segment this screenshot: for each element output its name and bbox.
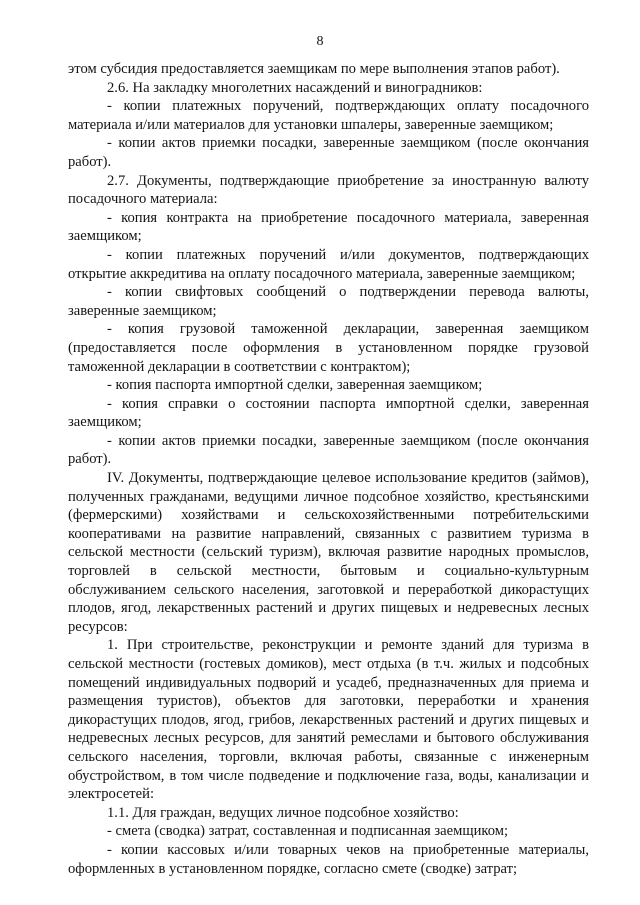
paragraph: - копии свифтовых сообщений о подтверждении перевода валюты, заверенные заемщиком; xyxy=(68,284,589,319)
paragraph: - копия грузовой таможенной декларации, заверенная заемщиком (предоставляется после оформления в установленном порядке грузовой таможенной декларации в соответствии с контрактом); xyxy=(68,321,589,375)
paragraph: - копия контракта на приобретение посадочного материала, заверенная заемщиком; xyxy=(68,209,589,245)
paragraph: - копии кассовых и/или товарных чеков на приобретенные материалы, оформленных в установленном порядке, согласно смете (сводке) затрат; xyxy=(68,841,589,877)
paragraph: IV. Документы, подтверждающие целевое использование кредитов (займов), полученных гражданами, ведущими личное подсобное хозяйство, крестьянскими (фермерскими) хозяйствами и сельскохозяйственными потребительскими кооперативами на развитие направлений, связанных с развитием туризма в сельской местности (сельский туризм), включая развитие народных промыслов, торговлей в сельской местности, бытовым и социально-культурным обслуживанием сельского населения, заготовкой и переработкой дикорастущих плодов, ягод, лекарственных растений и других пищевых и недревесных лесных ресурсов: xyxy=(68,470,589,635)
paragraph: - копии платежных поручений и/или документов, подтверждающих открытие аккредитива на оплату посадочного материала, заверенные заемщиком; xyxy=(68,246,589,282)
paragraph: - копии актов приемки посадки, заверенные заемщиком (после окончания работ). xyxy=(68,135,589,170)
paragraph: 1. При строительстве, реконструкции и ремонте зданий для туризма в сельской местности (гостевых домиков), мест отдыха (в т.ч. жилых и подсобных помещений индивидуальных подворий и усадеб, предназначенных для приема и размещения туристов), объектов для заготовки, переработки и хранения дикорастущих плодов, ягод, грибов, лекарственных растений и других пищевых и недревесных лесных ресурсов, для занятий ремеслами и бытового обслуживания сельского населения, торговли, включая работы, связанные с инженерным обустройством, в том числе подведение и подключение газа, воды, канализации и электросетей: xyxy=(68,637,589,803)
paragraph: - копия паспорта импортной сделки, заверенная заемщиком; xyxy=(107,377,483,394)
page-number: 8 xyxy=(316,34,324,49)
paragraph: 2.6. На закладку многолетних насаждений и виноградников: xyxy=(107,79,483,96)
paragraph: - смета (сводка) затрат, составленная и подписанная заемщиком; xyxy=(107,823,509,840)
paragraph: - копии актов приемки посадки, заверенные заемщиком (после окончания работ). xyxy=(68,432,589,468)
paragraph: - копия справки о состоянии паспорта импортной сделки, заверенная заемщиком; xyxy=(68,395,589,431)
paragraph: 2.7. Документы, подтверждающие приобретение за иностранную валюту посадочного материала: xyxy=(68,172,589,208)
paragraph: 1.1. Для граждан, ведущих личное подсобное хозяйство: xyxy=(107,804,459,821)
paragraph: этом субсидия предоставляется заемщикам по мере выполнения этапов работ). xyxy=(68,61,560,77)
document-body xyxy=(68,60,589,878)
paragraph: - копии платежных поручений, подтверждающих оплату посадочного материала и/или материалов для установки шпалеры, заверенные заемщиком; xyxy=(68,98,589,133)
